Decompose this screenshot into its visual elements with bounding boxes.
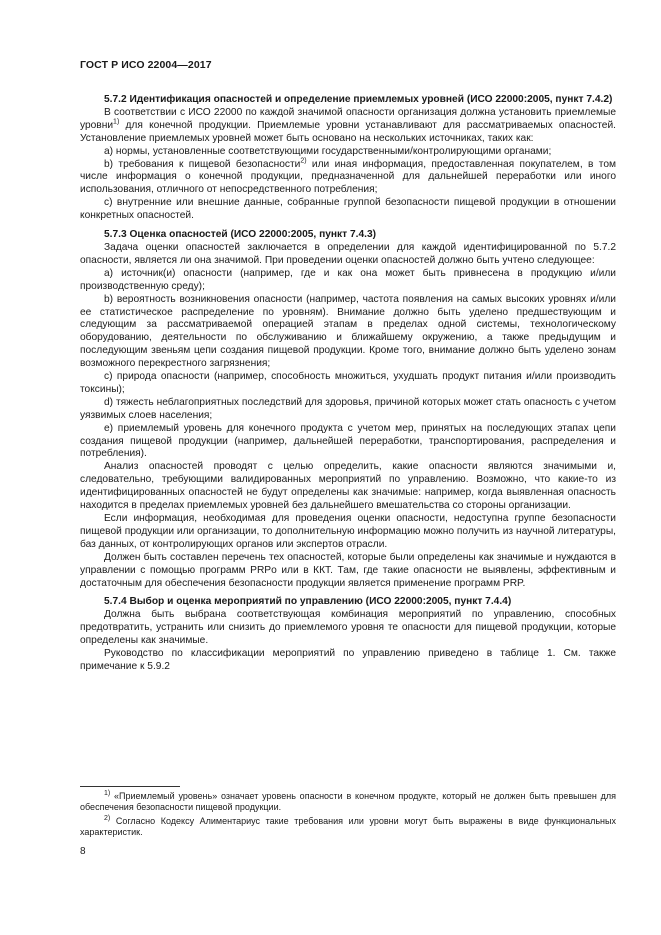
list-item-a: а) нормы, установленные соответствующими государственными/контролирующими органами; — [104, 145, 552, 157]
list-item-b: b) вероятность возникновения опасности (например, частота появления на самых высоких уровнях и/или ее статистическое распределение по уровням). Внимание должно быть уделено предшествующим и следующим за рассматриваемой операцией этапам в пределах одной системы, технологическому оборудованию, деятельности по обслуживанию и ближайшему окружению, а также предыдущим и последующим звеньям цепи создания пищевой продукции. Кроме того, внимание должно быть уделено зонам возможного перекрестного загрязнения; — [80, 293, 616, 370]
list-item-e: е) приемлемый уровень для конечного продукта с учетом мер, принятых на последующих этапах цепи создания пищевой продукции (например, дальнейшей переработки, транспортирования, распределения и потребления). — [80, 422, 616, 460]
list-item-d: d) тяжесть неблагоприятных последствий для здоровья, причиной которых может стать опасность с учетом уязвимых слоев населения; — [80, 396, 616, 421]
document-body — [80, 94, 616, 674]
footnote-2: $^{2)}$ Согласно Кодексу Алиментариус такие требования или уровни могут быть выражены в виде функциональных характеристик. — [80, 814, 616, 838]
paragraph: Должен быть составлен перечень тех опасностей, которые были определены как значимые и нуждаются в управлении с помощью программ PRPo или в ККТ. Там, где такие опасности не выявлены, эффективным и достаточным для обеспечения безопасности продукции является применение программ PRP. — [80, 551, 616, 589]
paragraph: Руководство по классификации мероприятий по управлению приведено в таблице 1. См. также примечание к 5.9.2 — [80, 648, 616, 672]
list-item-b: b) требования к пищевой безопасности$^{2)}$ или иная информация, предоставленная покупателем, в том числе информация о конечной продукции, предназначенной для дальнейшей переработки или иного использования, отличного от непосредственного потребления; — [80, 157, 616, 196]
section-heading: 5.7.3 Оценка опасностей (ИСО 22000:2005, пункт 7.4.3) — [104, 229, 377, 241]
section-heading: 5.7.4 Выбор и оценка мероприятий по управлению (ИСО 22000:2005, пункт 7.4.4) — [104, 596, 512, 608]
page-number: 8 — [80, 846, 86, 857]
list-item-c: c) природа опасности (например, способность множиться, ухудшать продукт питания и/или производить токсины); — [80, 371, 616, 395]
paragraph: Задача оценки опасностей заключается в определении для каждой идентифицированной по 5.7.2 опасности, является ли она значимой. При проведении оценки опасностей должно быть учтено следующее: — [80, 241, 616, 266]
list-item-c: с) внутренние или внешние данные, собранные группой безопасности пищевой продукции в отношении конкретных опасностей. — [80, 197, 616, 222]
footnote-1: $^{1)}$ «Приемлемый уровень» означает уровень опасности в конечном продукте, который не должен быть превышен для обеспечения безопасности пищевой продукции. — [80, 790, 616, 813]
footnote-divider — [80, 786, 180, 787]
paragraph: Анализ опасностей проводят с целью определить, какие опасности являются значимыми и, следовательно, требующими валидированных мероприятий по управлению. Возможно, что какие-то из идентифицированных опасностей не будут определены как значимые: например, когда выявленная опасность находится в пределах приемлемых уровней без дальнейшего вмешательства со стороны организации. — [80, 461, 616, 512]
standard-header: ГОСТ Р ИСО 22004—2017 — [80, 59, 212, 71]
paragraph: Должна быть выбрана соответствующая комбинация мероприятий по управлению, способных предотвратить, устранить или снизить до приемлемого уровня те опасности для пищевой продукции, которые определены как значимые. — [80, 609, 616, 647]
paragraph: Если информация, необходимая для проведения оценки опасности, недоступна группе безопасности пищевой продукции или организации, то дополнительную информацию можно получить из научной литературы, баз данных, от контролирующих органов или экспертов отрасли. — [80, 513, 616, 550]
section-5-7-4 — [80, 596, 616, 673]
section-5-7-2 — [80, 94, 616, 223]
list-item-a: a) источник(и) опасности (например, где и как она может быть привнесена в продукцию и/или производственную среду); — [80, 267, 616, 292]
footnotes — [80, 786, 616, 841]
paragraph: В соответствии с ИСО 22000 по каждой значимой опасности организация должна установить приемлемые уровни$^{1)}$ для конечной продукции. Приемлемые уровни устанавливают для рассматриваемых опасностей. Установление приемлемых уровней может быть основано на нескольких источниках, таких как: — [80, 106, 616, 144]
section-heading: 5.7.2 Идентификация опасностей и определение приемлемых уровней (ИСО 22000:2005, пункт 7.4.2) — [104, 94, 613, 105]
section-5-7-3 — [80, 229, 616, 590]
